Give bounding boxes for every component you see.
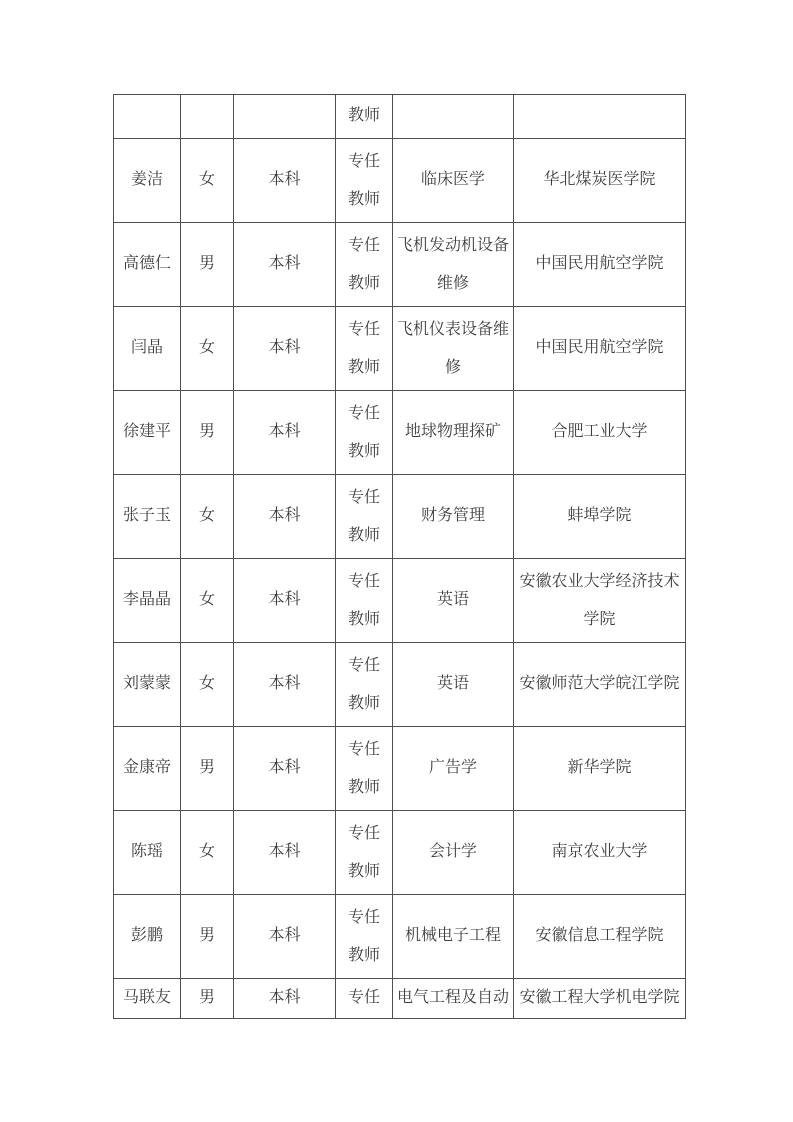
cell-text: 专任教师 <box>347 488 380 544</box>
table-row <box>114 475 686 559</box>
table-row <box>114 559 686 643</box>
cell-text: 华北煤炭医学院 <box>543 171 656 189</box>
cell-text: 地球物理探矿 <box>404 423 501 441</box>
cell-text: 电气工程及自动 <box>396 989 509 1007</box>
cell-education <box>234 643 336 727</box>
cell-text: 飞机发动机设备维修 <box>396 236 509 292</box>
cell-gender <box>181 95 234 139</box>
cell-text: 安徽农业大学经济技术学院 <box>519 572 680 628</box>
cell-school <box>514 979 686 1019</box>
cell-title <box>336 391 393 475</box>
cell-major <box>393 895 514 979</box>
cell-gender <box>181 475 234 559</box>
cell-name <box>114 307 181 391</box>
cell-gender <box>181 979 234 1019</box>
cell-text: 专任教师 <box>347 152 380 208</box>
cell-text: 专任教师 <box>347 572 380 628</box>
cell-text: 本科 <box>268 989 301 1007</box>
cell-major <box>393 139 514 223</box>
cell-education <box>234 811 336 895</box>
cell-name <box>114 811 181 895</box>
table-row <box>114 223 686 307</box>
cell-text: 女 <box>198 675 215 693</box>
cell-text: 广告学 <box>428 759 477 777</box>
cell-text: 安徽信息工程学院 <box>535 927 664 945</box>
cell-title <box>336 643 393 727</box>
cell-text: 本科 <box>268 255 301 273</box>
cell-text: 高德仁 <box>122 255 171 273</box>
cell-text: 彭鹏 <box>130 927 163 945</box>
table-row <box>114 139 686 223</box>
cell-text: 蚌埠学院 <box>567 507 632 525</box>
cell-major <box>393 391 514 475</box>
cell-text: 男 <box>198 423 215 441</box>
cell-name <box>114 139 181 223</box>
cell-education <box>234 95 336 139</box>
cell-text: 专任教师 <box>347 824 380 880</box>
cell-text: 临床医学 <box>420 171 485 189</box>
cell-gender <box>181 895 234 979</box>
cell-title <box>336 811 393 895</box>
cell-gender <box>181 307 234 391</box>
table-row <box>114 979 686 1019</box>
cell-school <box>514 811 686 895</box>
cell-major <box>393 223 514 307</box>
table-row <box>114 811 686 895</box>
cell-gender <box>181 643 234 727</box>
cell-education <box>234 727 336 811</box>
cell-title <box>336 139 393 223</box>
cell-text: 女 <box>198 507 215 525</box>
cell-text: 马联友 <box>122 989 171 1007</box>
cell-school <box>514 307 686 391</box>
cell-text: 英语 <box>436 675 469 693</box>
cell-text: 机械电子工程 <box>404 927 501 945</box>
cell-text: 男 <box>198 989 215 1007</box>
cell-text: 本科 <box>268 759 301 777</box>
cell-text: 金康帝 <box>122 759 171 777</box>
cell-major <box>393 475 514 559</box>
cell-gender <box>181 727 234 811</box>
cell-school <box>514 391 686 475</box>
teacher-roster-table <box>113 94 686 1019</box>
cell-title <box>336 475 393 559</box>
cell-school <box>514 95 686 139</box>
cell-title <box>336 223 393 307</box>
cell-major <box>393 811 514 895</box>
cell-title <box>336 559 393 643</box>
table-row <box>114 391 686 475</box>
cell-title <box>336 979 393 1019</box>
cell-education <box>234 391 336 475</box>
cell-name <box>114 223 181 307</box>
cell-text: 教师 <box>347 107 380 125</box>
cell-text: 安徽师范大学皖江学院 <box>519 675 680 693</box>
cell-text: 专任教师 <box>347 656 380 712</box>
cell-text: 本科 <box>268 171 301 189</box>
cell-education <box>234 559 336 643</box>
cell-text: 合肥工业大学 <box>551 423 648 441</box>
cell-school <box>514 895 686 979</box>
cell-text: 刘蒙蒙 <box>122 675 171 693</box>
table-row <box>114 307 686 391</box>
cell-text: 专任教师 <box>347 740 380 796</box>
cell-text: 南京农业大学 <box>551 843 648 861</box>
cell-text: 英语 <box>436 591 469 609</box>
cell-text: 专任 <box>347 989 380 1007</box>
cell-name <box>114 559 181 643</box>
cell-text: 财务管理 <box>420 507 485 525</box>
cell-text: 专任教师 <box>347 404 380 460</box>
cell-text: 本科 <box>268 843 301 861</box>
cell-major <box>393 559 514 643</box>
cell-education <box>234 223 336 307</box>
cell-text: 姜洁 <box>130 171 163 189</box>
cell-text: 新华学院 <box>567 759 632 777</box>
cell-gender <box>181 811 234 895</box>
cell-text: 飞机仪表设备维修 <box>396 320 509 376</box>
cell-text: 女 <box>198 843 215 861</box>
cell-text: 专任教师 <box>347 908 380 964</box>
cell-major <box>393 643 514 727</box>
table-row <box>114 643 686 727</box>
cell-gender <box>181 559 234 643</box>
cell-title <box>336 895 393 979</box>
cell-education <box>234 979 336 1019</box>
cell-text: 专任教师 <box>347 320 380 376</box>
cell-text: 李晶晶 <box>122 591 171 609</box>
cell-title <box>336 95 393 139</box>
cell-major <box>393 95 514 139</box>
cell-major <box>393 307 514 391</box>
cell-title <box>336 307 393 391</box>
cell-text: 本科 <box>268 591 301 609</box>
cell-text: 本科 <box>268 423 301 441</box>
cell-education <box>234 139 336 223</box>
cell-gender <box>181 223 234 307</box>
cell-education <box>234 895 336 979</box>
table-row <box>114 895 686 979</box>
cell-name <box>114 727 181 811</box>
cell-text: 闫晶 <box>130 339 163 357</box>
cell-text: 本科 <box>268 927 301 945</box>
cell-name <box>114 895 181 979</box>
table-row <box>114 95 686 139</box>
cell-school <box>514 475 686 559</box>
cell-text: 张子玉 <box>122 507 171 525</box>
cell-major <box>393 727 514 811</box>
cell-text: 安徽工程大学机电学院 <box>519 989 680 1007</box>
cell-text: 男 <box>198 759 215 777</box>
cell-name <box>114 643 181 727</box>
cell-text: 本科 <box>268 675 301 693</box>
cell-name <box>114 95 181 139</box>
cell-education <box>234 475 336 559</box>
cell-school <box>514 139 686 223</box>
cell-text: 徐建平 <box>122 423 171 441</box>
cell-gender <box>181 391 234 475</box>
cell-text: 男 <box>198 255 215 273</box>
cell-text: 会计学 <box>428 843 477 861</box>
cell-school <box>514 559 686 643</box>
cell-school <box>514 727 686 811</box>
cell-text: 女 <box>198 591 215 609</box>
cell-gender <box>181 139 234 223</box>
cell-school <box>514 643 686 727</box>
cell-text: 本科 <box>268 339 301 357</box>
cell-title <box>336 727 393 811</box>
cell-text: 本科 <box>268 507 301 525</box>
cell-education <box>234 307 336 391</box>
cell-major <box>393 979 514 1019</box>
cell-text: 女 <box>198 171 215 189</box>
cell-name <box>114 391 181 475</box>
cell-school <box>514 223 686 307</box>
cell-text: 陈瑶 <box>130 843 163 861</box>
cell-text: 女 <box>198 339 215 357</box>
cell-name <box>114 979 181 1019</box>
table-row <box>114 727 686 811</box>
cell-text: 中国民用航空学院 <box>535 255 664 273</box>
cell-name <box>114 475 181 559</box>
cell-text: 专任教师 <box>347 236 380 292</box>
cell-text: 男 <box>198 927 215 945</box>
cell-text: 中国民用航空学院 <box>535 339 664 357</box>
